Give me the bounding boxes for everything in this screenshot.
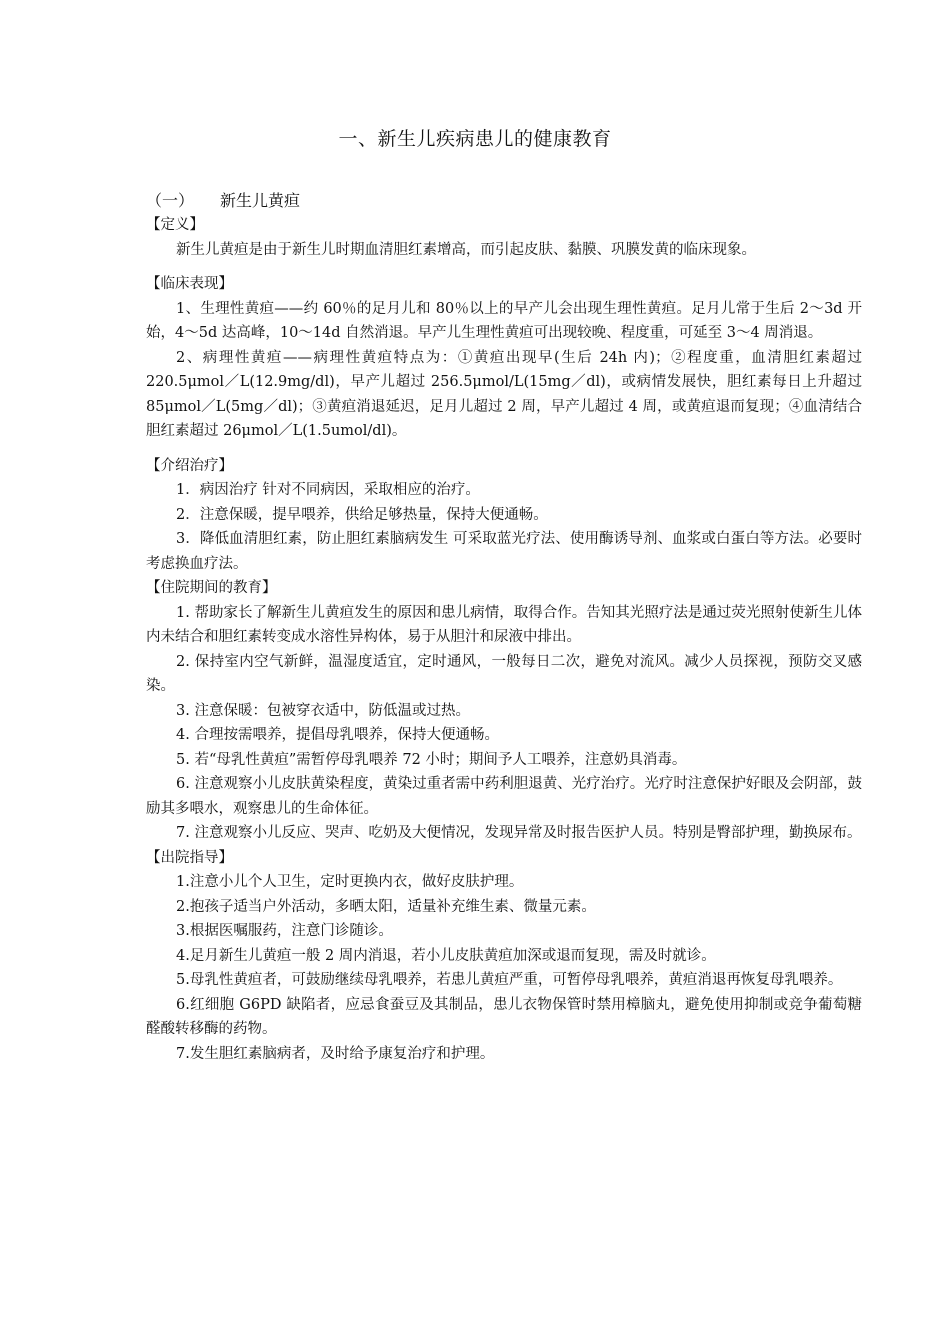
clinical-item: 2、病理性黄疸——病理性黄疸特点为：①黄疸出现早(生后 24h 内)；②程度重，血清胆红素超过 220.5μmol／L(12.9mg/dl)，早产儿超过 256.5μmol/L(15mg／dl)，或病情发展快，胆红素每日上升超过 85μmol／L(5mg／dl)；③黄疸消退延迟，足月儿超过 2 周，早产儿超过 4 周，或黄疸退而复现；④血清结合胆红素超过 26μmol／L(1.5umol/dl)。 — [146, 349, 862, 439]
treatment-item: 1．病因治疗 针对不同病因，采取相应的治疗。 — [176, 482, 480, 498]
section-number: （一） — [146, 191, 195, 210]
treatment-heading: 【介绍治疗】 — [146, 457, 233, 474]
section-heading — [146, 188, 300, 211]
hospital-item: 6. 注意观察小儿皮肤黄染程度，黄染过重者需中药利胆退黄、光疗治疗。光疗时注意保护好眼及会阴部，鼓励其多喂水，观察患儿的生命体征。 — [146, 776, 862, 817]
discharge-item: 5.母乳性黄疸者，可鼓励继续母乳喂养，若患儿黄疸严重，可暂停母乳喂养，黄疸消退再恢复母乳喂养。 — [176, 972, 843, 988]
definition-heading: 【定义】 — [146, 217, 204, 233]
hospital-item: 4. 合理按需喂养，提倡母乳喂养，保持大便通畅。 — [176, 727, 499, 743]
clinical-heading: 【临床表现】 — [146, 276, 233, 292]
document-body — [146, 213, 862, 1066]
discharge-item: 3.根据医嘱服药，注意门诊随诊。 — [176, 923, 393, 939]
discharge-item: 6.红细胞 G6PD 缺陷者，应忌食蚕豆及其制品，患儿衣物保管时禁用樟脑丸，避免使用抑制或竞争葡萄糖醛酸转移酶的药物。 — [146, 996, 862, 1037]
hospital-heading: 【住院期间的教育】 — [146, 580, 277, 596]
treatment-item: 2．注意保暖，提早喂养，供给足够热量，保持大便通畅。 — [176, 506, 548, 523]
discharge-item: 4.足月新生儿黄疸一般 2 周内消退，若小儿皮肤黄疸加深或退而复现，需及时就诊。 — [176, 947, 716, 964]
hospital-item: 7. 注意观察小儿反应、哭声、吃奶及大便情况，发现异常及时报告医护人员。特别是臀部护理，勤换尿布。 — [176, 825, 862, 841]
discharge-item: 2.抱孩子适当户外活动，多晒太阳，适量补充维生素、微量元素。 — [176, 898, 596, 915]
hospital-item: 1. 帮助家长了解新生儿黄疸发生的原因和患儿病情，取得合作。告知其光照疗法是通过荧光照射使新生儿体内未结合和胆红素转变成水溶性异构体，易于从胆汁和尿液中排出。 — [146, 604, 862, 645]
clinical-item: 1、生理性黄疸——约 60％的足月儿和 80％以上的早产儿会出现生理性黄疸。足月儿常于生后 2～3d 开始，4～5d 达高峰，10～14d 自然消退。早产儿生理性黄疸可出现较晚、程度重，可延至 3～4 周消退。 — [146, 300, 862, 341]
hospital-item: 5. 若“母乳性黄疸”需暂停母乳喂养 72 小时；期间予人工喂养，注意奶具消毒。 — [176, 751, 687, 768]
discharge-item: 7.发生胆红素脑病者，及时给予康复治疗和护理。 — [176, 1045, 495, 1062]
discharge-heading: 【出院指导】 — [146, 849, 233, 866]
definition-text: 新生儿黄疸是由于新生儿时期血清胆红素增高，而引起皮肤、黏膜、巩膜发黄的临床现象。 — [176, 241, 756, 258]
treatment-item: 3．降低血清胆红素，防止胆红素脑病发生 可采取蓝光疗法、使用酶诱导剂、血浆或白蛋白等方法。必要时考虑换血疗法。 — [146, 531, 862, 572]
section-name: 新生儿黄疸 — [220, 191, 301, 210]
hospital-item: 3. 注意保暖：包被穿衣适中，防低温或过热。 — [176, 702, 470, 719]
discharge-item: 1.注意小儿个人卫生，定时更换内衣，做好皮肤护理。 — [176, 874, 524, 890]
page-title: 一、新生儿疾病患儿的健康教育 — [338, 128, 612, 150]
hospital-item: 2. 保持室内空气新鲜，温湿度适宜，定时通风，一般每日二次，避免对流风。减少人员探视，预防交叉感染。 — [146, 653, 862, 694]
